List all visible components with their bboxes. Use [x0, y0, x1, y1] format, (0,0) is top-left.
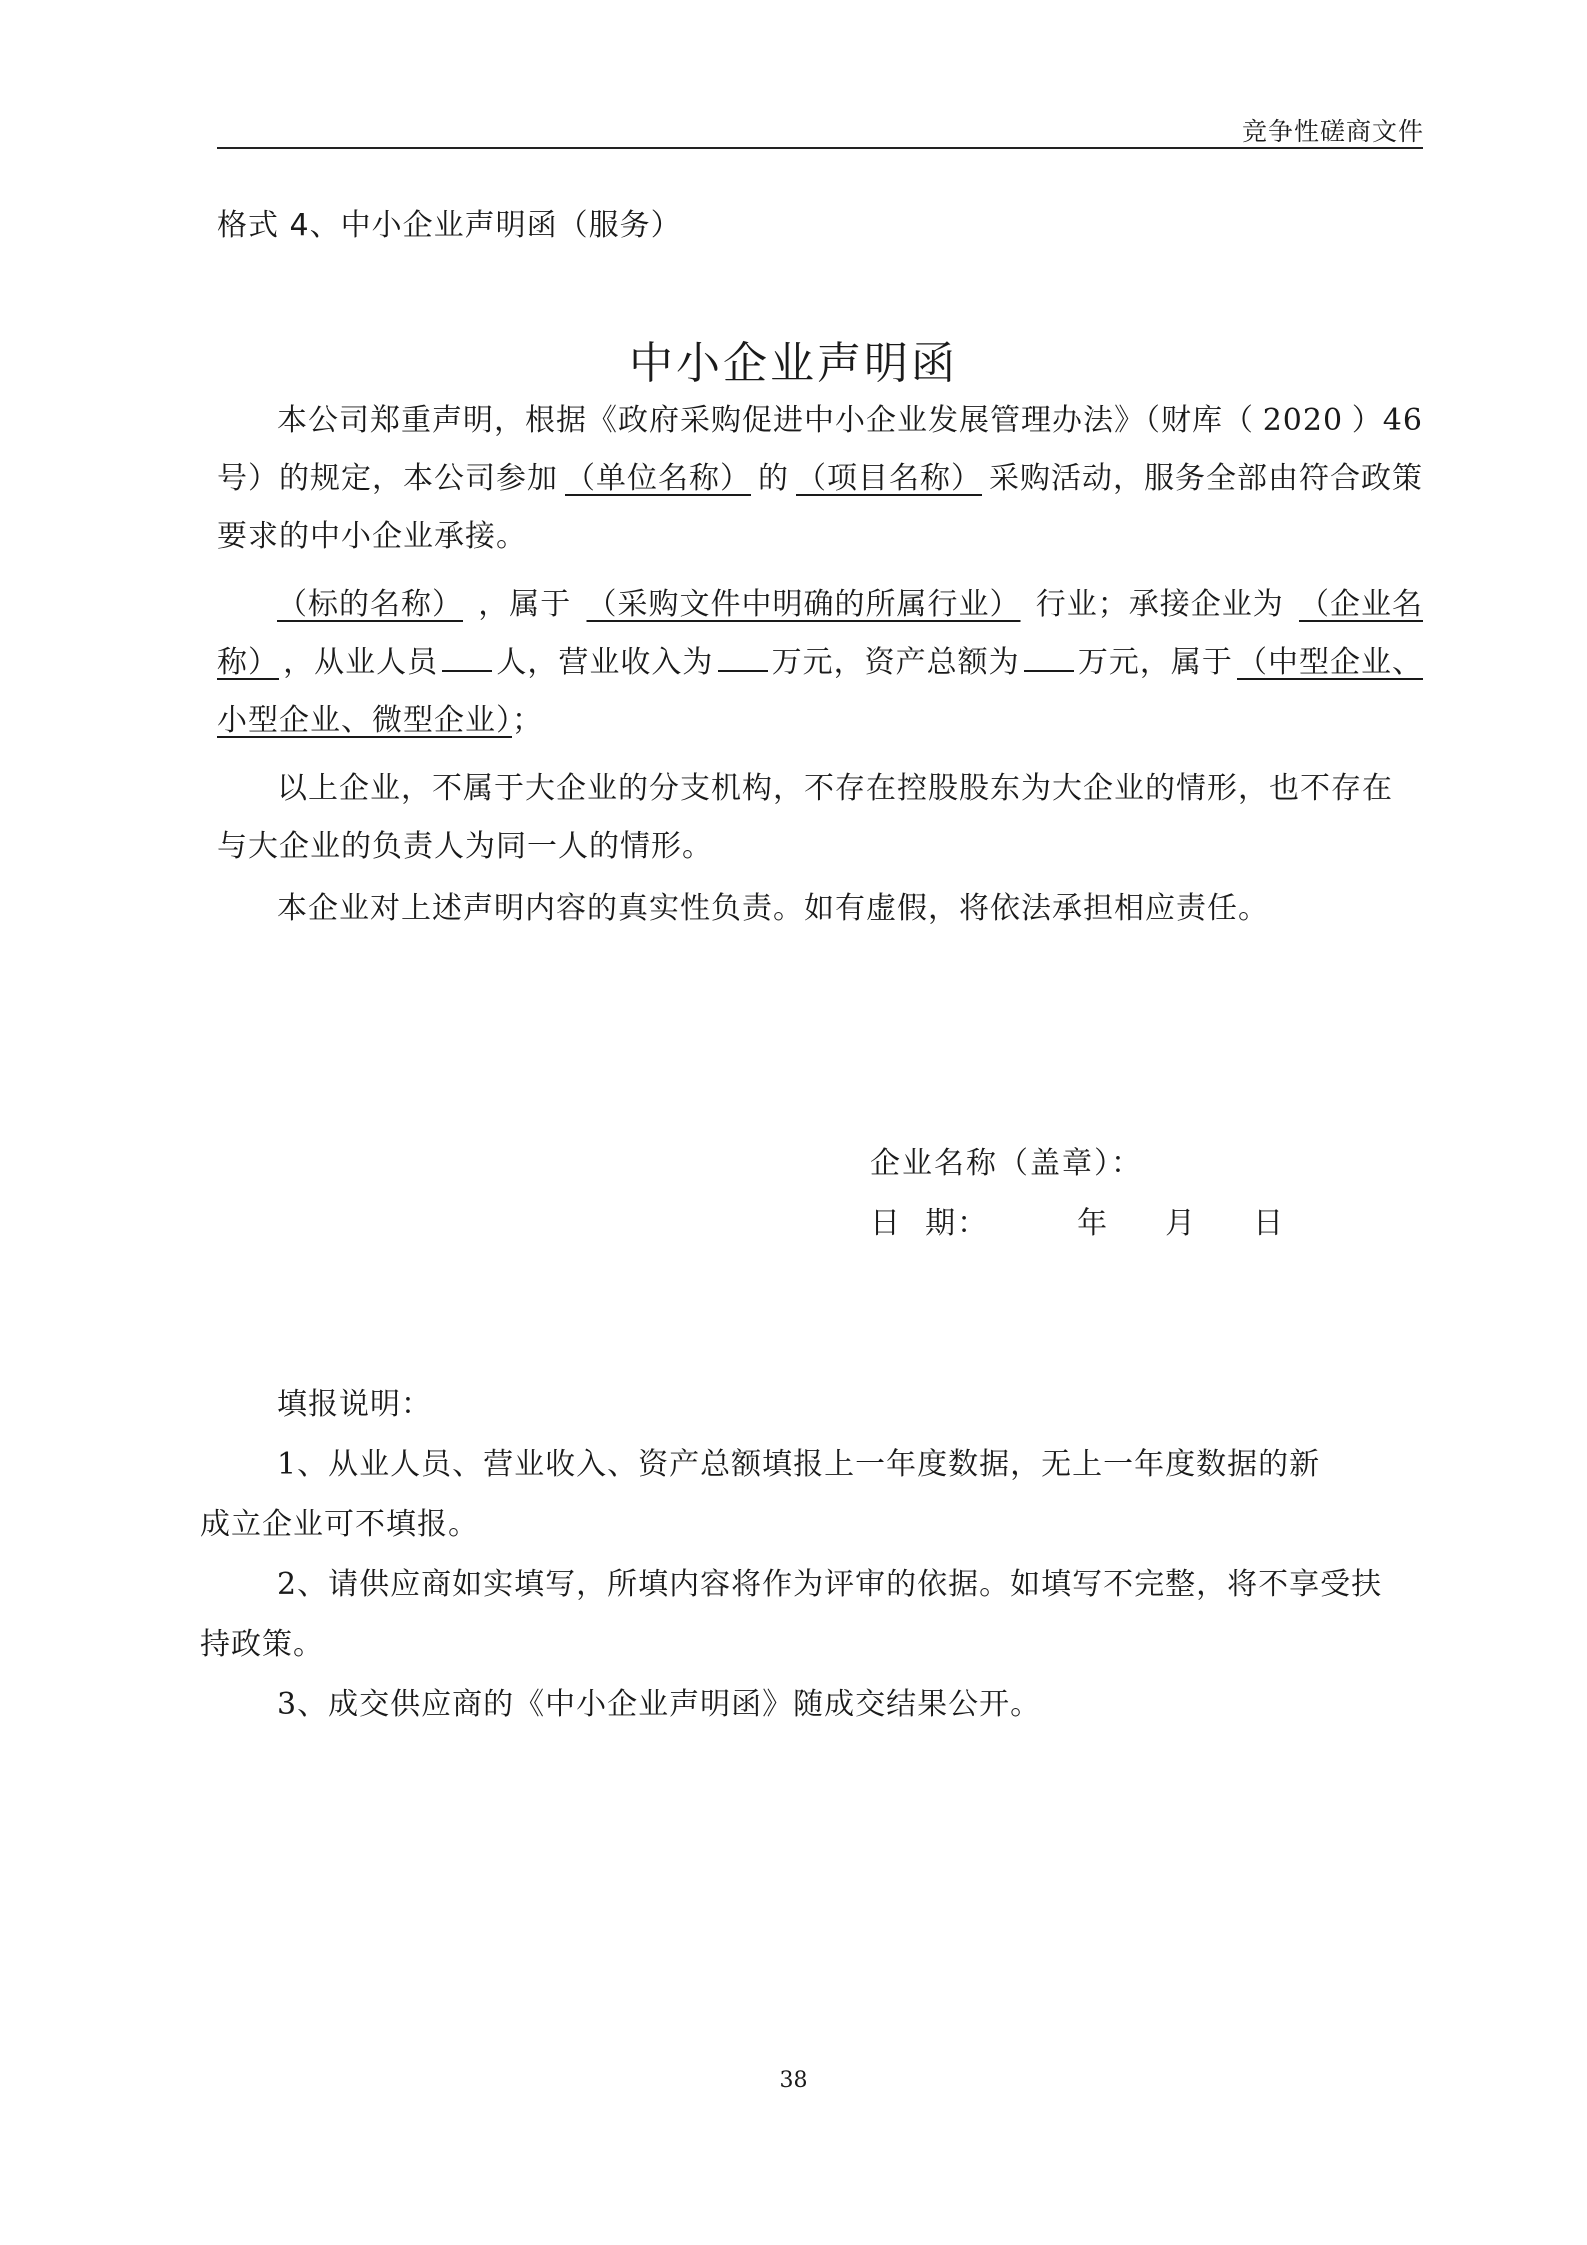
header-divider — [217, 147, 1423, 149]
page-number: 38 — [779, 2068, 808, 2093]
format-title: 格式 4、中小企业声明函（服务） — [217, 208, 682, 243]
para3-line-2 — [217, 818, 1423, 876]
para2-text-e: 万元，资产总额为 — [771, 645, 1020, 680]
para1-text-f: 要求的中小企业承接。 — [217, 519, 527, 554]
para2-text-f: 万元，属于 — [1077, 645, 1233, 680]
para1-text-e: 采购活动，服务全部由符合政策 — [989, 461, 1423, 496]
date-year: 年 — [1077, 1206, 1110, 1241]
enterprise-size-field[interactable]: （中型企业、 — [1237, 645, 1423, 680]
page-title: 中小企业声明函 — [629, 338, 958, 389]
note-1-line-2: 成立企业可不填报。 — [200, 1507, 479, 1542]
para3-text-b: 与大企业的负责人为同一人的情形。 — [217, 829, 713, 864]
para2-text-d: 人，营业收入为 — [496, 645, 714, 680]
company-seal-label: 企业名称（盖章）： — [870, 1146, 1143, 1181]
para1-year: 2020 — [1262, 403, 1344, 438]
para2-text-a: ，属于 — [478, 587, 572, 622]
enterprise-name-field[interactable]: （企业名 — [1299, 587, 1423, 622]
para4-text: 本企业对上述声明内容的真实性负责。如有虚假，将依法承担相应责任。 — [277, 891, 1269, 926]
para2-text-b: 行业；承接企业为 — [1035, 587, 1284, 622]
para4-line-1 — [217, 880, 1423, 938]
notes-heading: 填报说明： — [277, 1387, 432, 1422]
header-doc-type: 竞争性磋商文件 — [1241, 117, 1424, 146]
note-2-line-1: 2、请供应商如实填写，所填内容将作为评审的依据。如填写不完整，将不享受扶 — [277, 1567, 1383, 1602]
para2-line-1 — [217, 576, 1423, 634]
para2-line-3 — [217, 692, 1423, 750]
para1-line-2 — [217, 450, 1423, 508]
para3-text-a: 以上企业，不属于大企业的分支机构，不存在控股股东为大企业的情形，也不存在 — [277, 771, 1393, 806]
para1-text-a: 本公司郑重声明，根据《政府采购促进中小企业发展管理办法》（财库（ — [277, 403, 1254, 438]
para1-text-c: 号）的规定，本公司参加 — [217, 461, 558, 496]
assets-blank[interactable] — [1024, 634, 1074, 672]
employees-blank[interactable] — [442, 634, 492, 672]
date-month: 月 — [1165, 1206, 1198, 1241]
declaration-paragraph-4 — [217, 880, 1423, 938]
para1-line-3 — [217, 508, 1423, 566]
para1-text-b: ）46 — [1351, 403, 1423, 438]
project-name-field[interactable]: （项目名称） — [796, 461, 982, 496]
date-label: 日 期： — [870, 1206, 990, 1241]
revenue-blank[interactable] — [718, 634, 768, 672]
enterprise-name-field-cont[interactable]: 称） — [217, 645, 279, 680]
para1-text-d: 的 — [758, 461, 789, 496]
para1-line-1 — [217, 392, 1423, 450]
declaration-paragraph-3 — [217, 760, 1423, 876]
note-1-line-1: 1、从业人员、营业收入、资产总额填报上一年度数据，无上一年度数据的新 — [277, 1447, 1321, 1482]
filling-instructions — [200, 1375, 1423, 1735]
unit-name-field[interactable]: （单位名称） — [565, 461, 751, 496]
note-3: 3、成交供应商的《中小企业声明函》随成交结果公开。 — [277, 1687, 1042, 1722]
note-2-line-2: 持政策。 — [200, 1627, 324, 1662]
para3-line-1 — [217, 760, 1423, 818]
date-day: 日 — [1253, 1206, 1286, 1241]
declaration-paragraph-2 — [217, 576, 1423, 750]
para2-text-g: ； — [512, 703, 543, 738]
para2-line-2 — [217, 634, 1423, 692]
subject-name-field[interactable]: （标的名称） — [277, 587, 463, 622]
date-line — [870, 1198, 1285, 1242]
para2-text-c: ，从业人员 — [283, 645, 439, 680]
enterprise-size-field-cont[interactable]: 小型企业、微型企业） — [217, 703, 512, 738]
declaration-paragraph-1 — [217, 392, 1423, 566]
industry-field[interactable]: （采购文件中明确的所属行业） — [586, 587, 1021, 622]
